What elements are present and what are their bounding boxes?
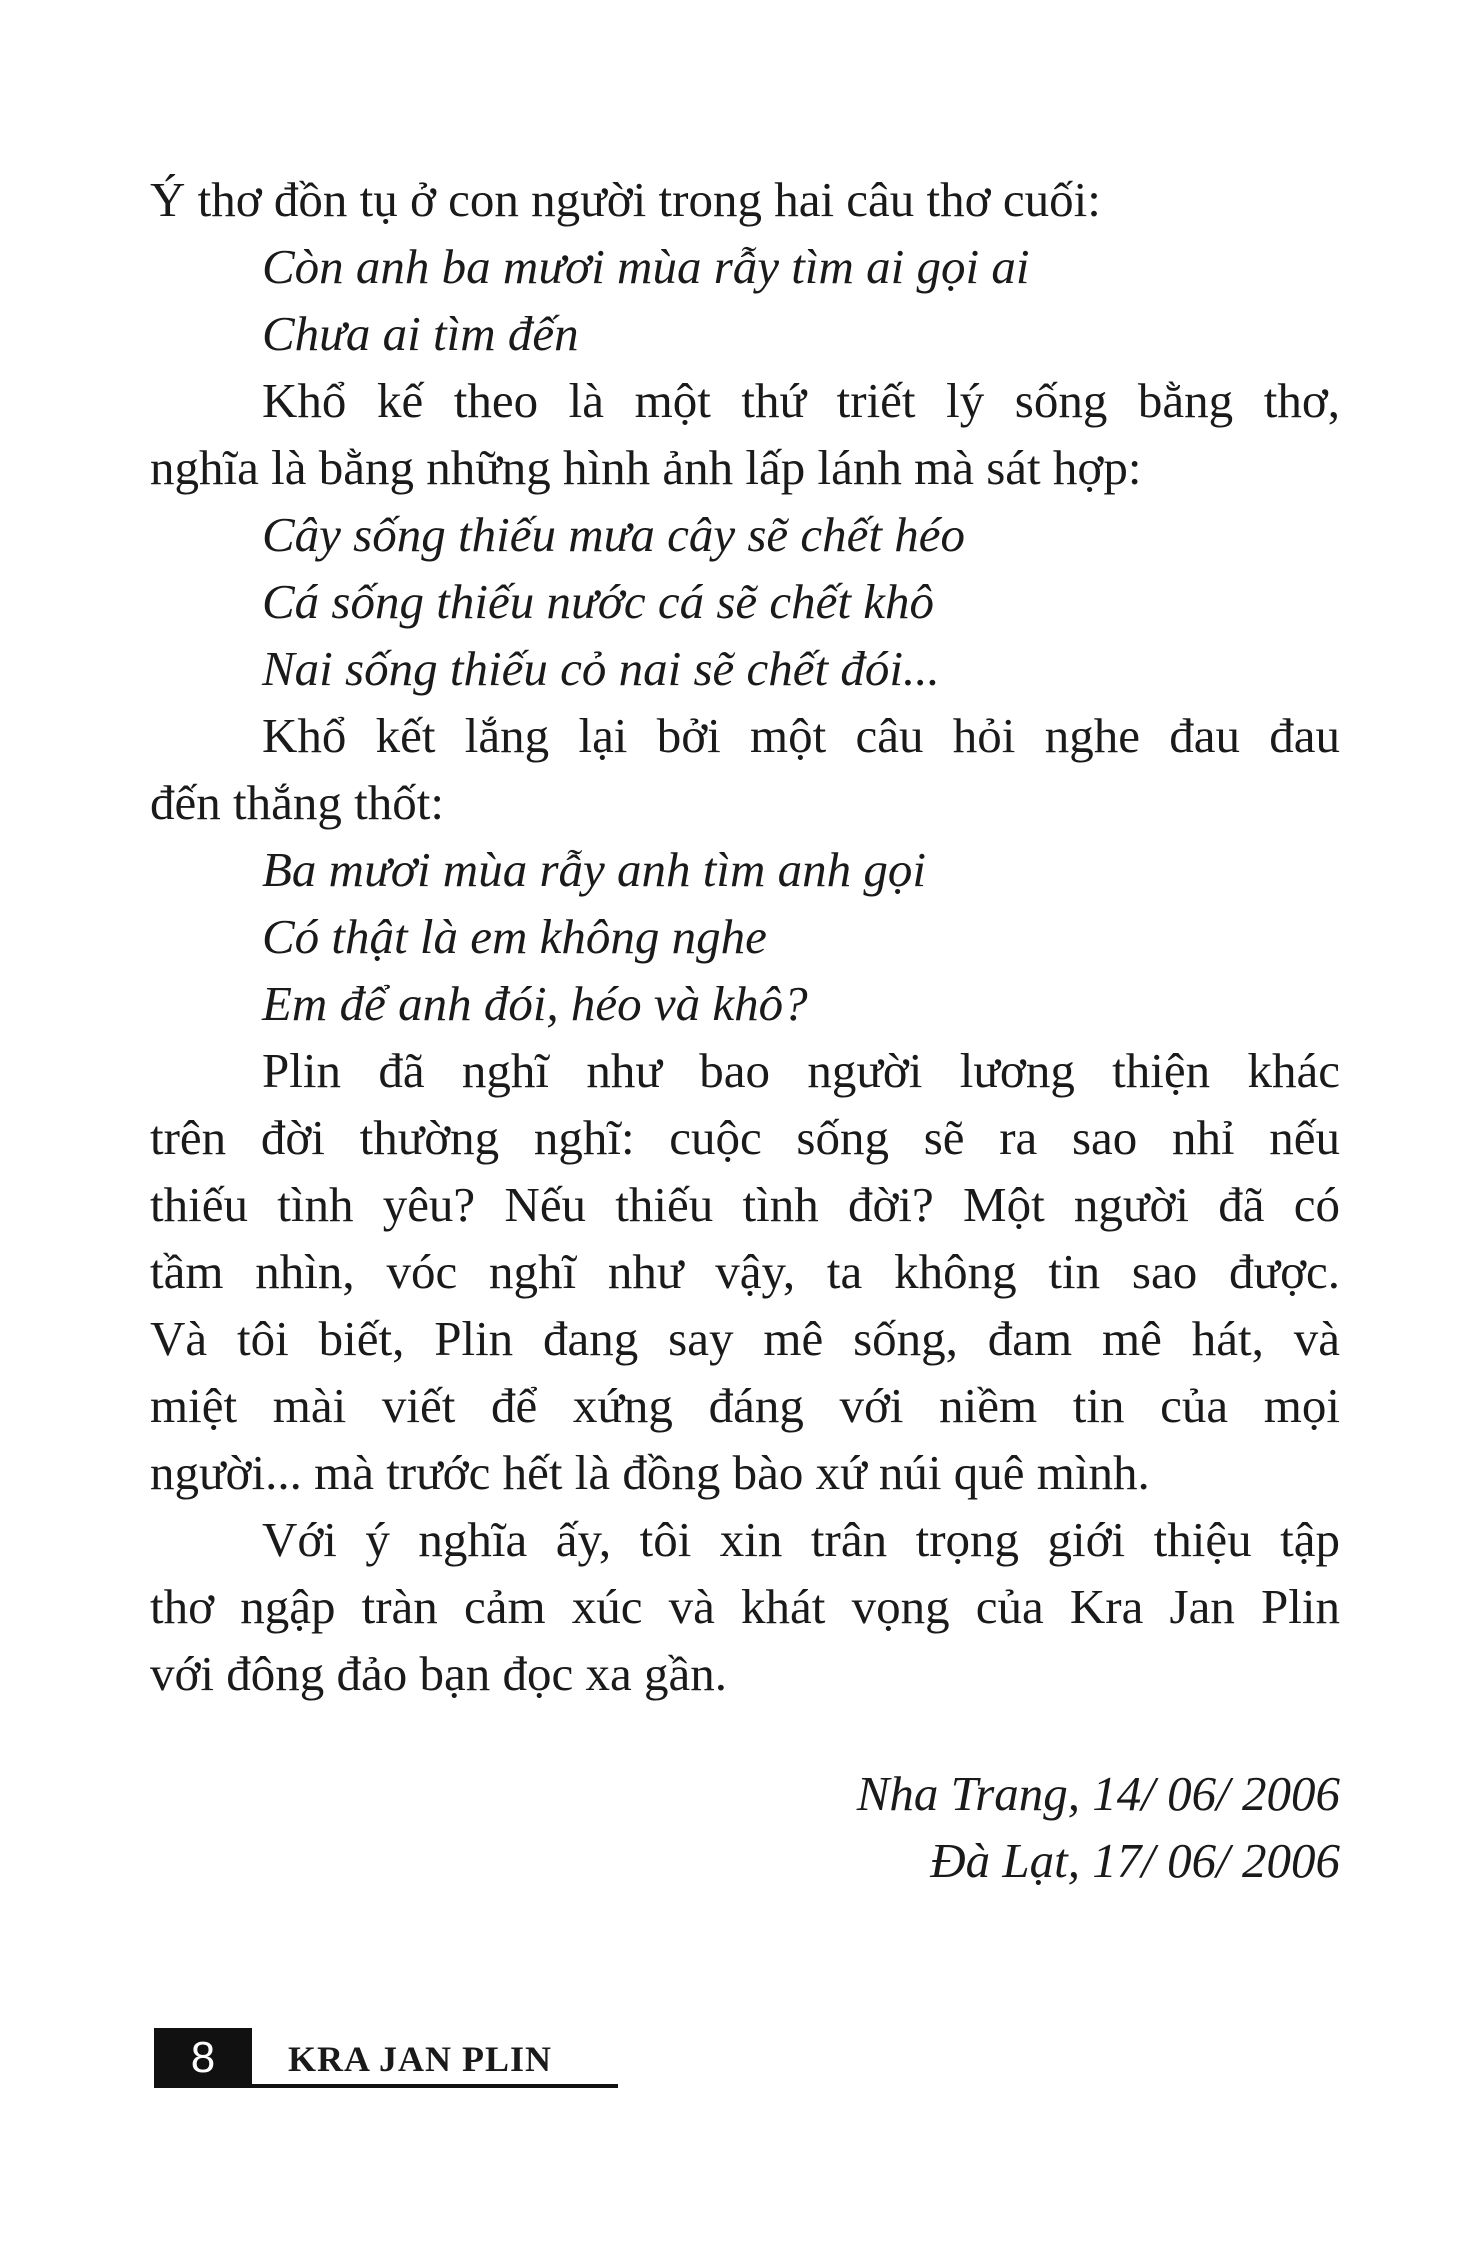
paragraph-line: thơ ngập tràn cảm xúc và khát vọng của Kra Jan Plin: [150, 1579, 1340, 1634]
signature-place-date-2: Đà Lạt, 17/ 06/ 2006: [930, 1833, 1340, 1888]
paragraph-line: Với ý nghĩa ấy, tôi xin trân trọng giới thiệu tập: [262, 1512, 1340, 1567]
paragraph-line: nghĩa là bằng những hình ảnh lấp lánh mà sát hợp:: [150, 440, 1142, 495]
paragraph-line: với đông đảo bạn đọc xa gần.: [150, 1646, 728, 1701]
paragraph-reflection: [150, 1037, 1340, 1506]
verse-line: Ba mươi mùa rẫy anh tìm anh gọi: [262, 842, 926, 897]
signature-place-date-1: Nha Trang, 14/ 06/ 2006: [856, 1766, 1340, 1821]
paragraph-line: Và tôi biết, Plin đang say mê sống, đam mê hát, và: [150, 1311, 1340, 1366]
page-footer: [154, 2028, 618, 2088]
paragraph-line: Khổ kế theo là một thứ triết lý sống bằng thơ,: [262, 373, 1340, 428]
verse-line: Nai sống thiếu cỏ nai sẽ chết đói...: [262, 641, 940, 696]
paragraph-line: trên đời thường nghĩ: cuộc sống sẽ ra sao nhỉ nếu: [150, 1110, 1340, 1165]
verse-line: Cá sống thiếu nước cá sẽ chết khô: [262, 574, 935, 629]
paragraph-closing-stanza: [150, 702, 1340, 836]
paragraph-line: thiếu tình yêu? Nếu thiếu tình đời? Một người đã có: [150, 1177, 1340, 1232]
paragraph-line: Khổ kết lắng lại bởi một câu hỏi nghe đau đau: [262, 708, 1340, 763]
verse-line: Em để anh đói, héo và khô?: [262, 976, 808, 1031]
paragraph-line: người... mà trước hết là đồng bào xứ núi quê mình.: [150, 1445, 1150, 1500]
verse-line: Chưa ai tìm đến: [262, 306, 579, 361]
paragraph-introduction: [150, 1506, 1340, 1707]
verse-excerpt-1: [150, 233, 1340, 367]
verse-excerpt-3: [150, 836, 1340, 1037]
intro-paragraph: [150, 166, 1340, 233]
verse-line: Còn anh ba mươi mùa rẫy tìm ai gọi ai: [262, 239, 1030, 294]
body-text: [150, 166, 1340, 1707]
paragraph-philosophy: [150, 367, 1340, 501]
intro-line: Ý thơ đồn tụ ở con người trong hai câu thơ cuối:: [150, 172, 1101, 227]
paragraph-line: tầm nhìn, vóc nghĩ như vậy, ta không tin sao được.: [150, 1244, 1340, 1299]
page-number: 8: [154, 2028, 252, 2088]
running-head-author: KRA JAN PLIN: [252, 2028, 618, 2088]
verse-excerpt-2: [150, 501, 1340, 702]
verse-line: Có thật là em không nghe: [262, 909, 767, 964]
paragraph-line: miệt mài viết để xứng đáng với niềm tin của mọi: [150, 1378, 1340, 1433]
paragraph-line: Plin đã nghĩ như bao người lương thiện khác: [262, 1043, 1340, 1098]
paragraph-line: đến thắng thốt:: [150, 775, 444, 830]
verse-line: Cây sống thiếu mưa cây sẽ chết héo: [262, 507, 966, 562]
signature-block: [857, 1760, 1340, 1894]
